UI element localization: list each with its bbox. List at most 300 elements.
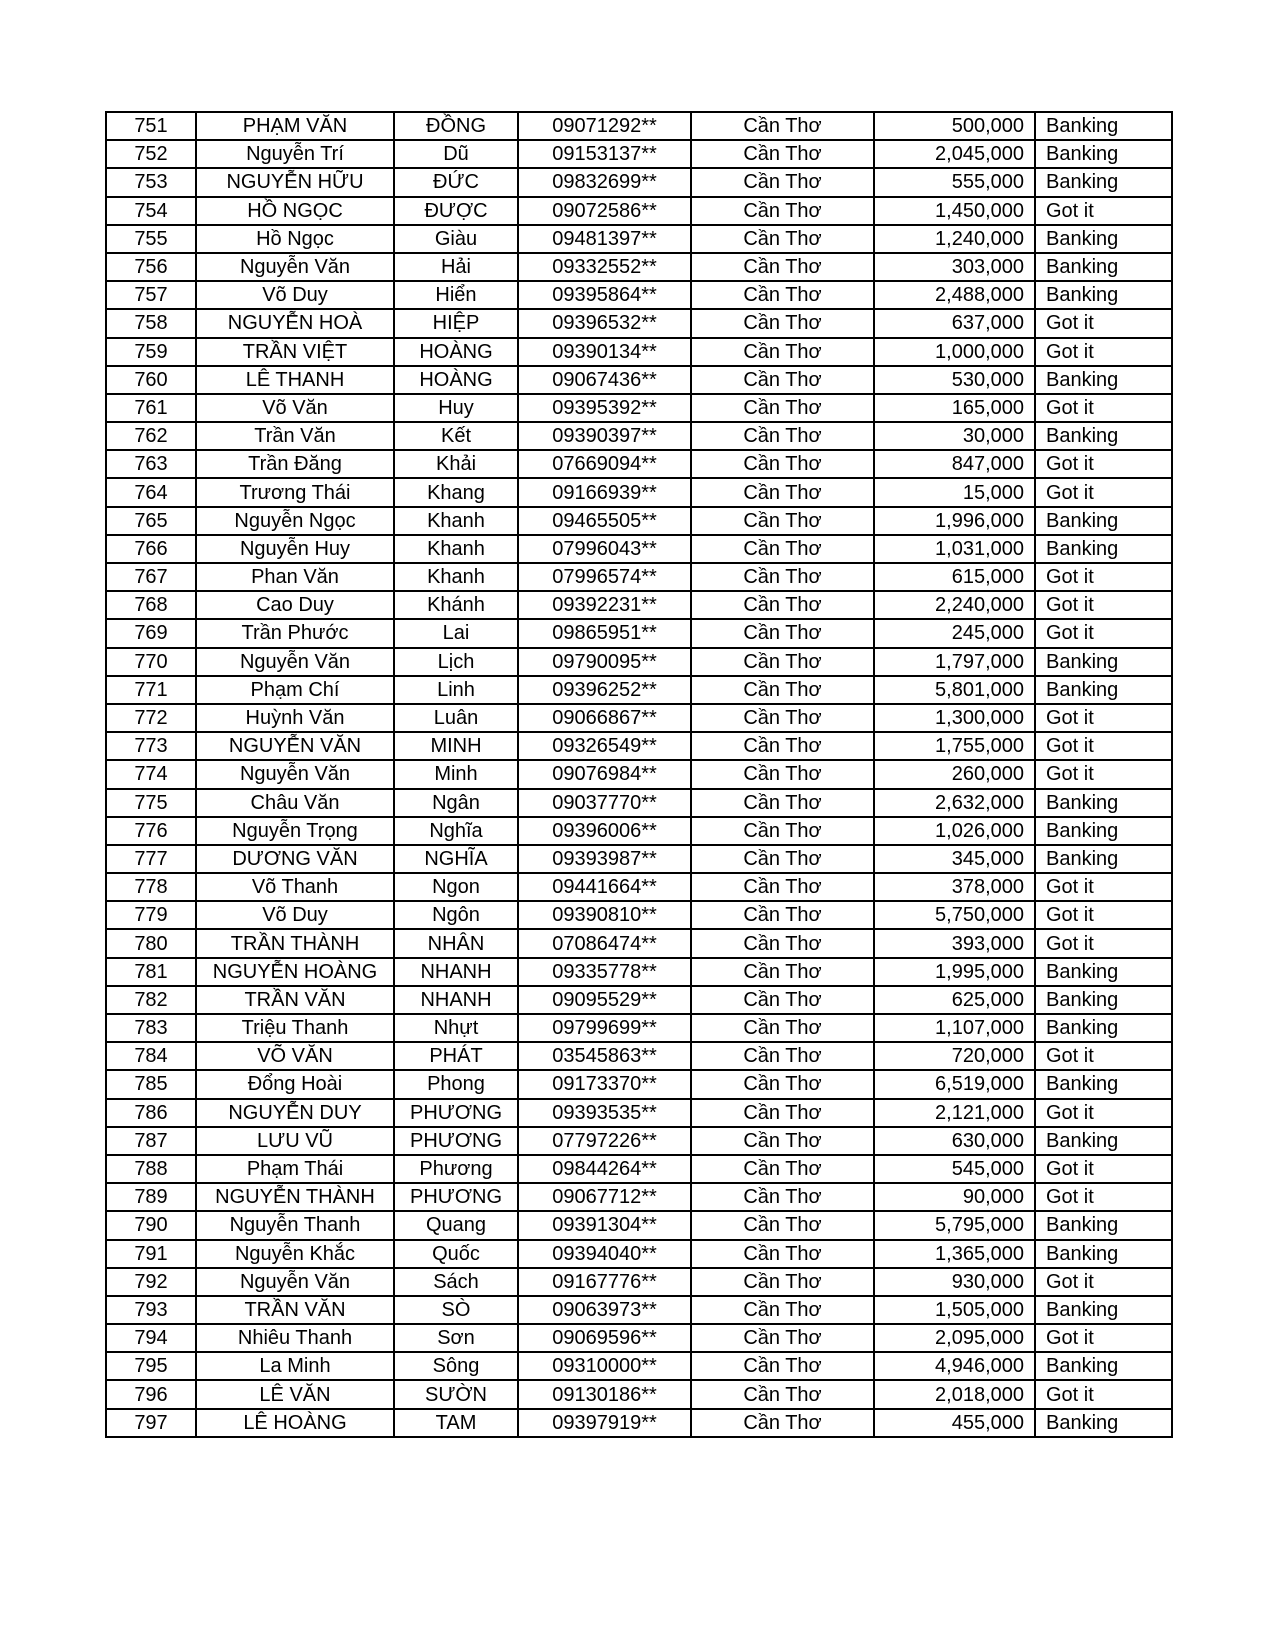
phone-number-cell: 09153137** <box>518 140 691 168</box>
city-cell: Cần Thơ <box>691 1099 874 1127</box>
phone-number-cell: 07996574** <box>518 563 691 591</box>
last-name-cell: Nhiêu Thanh <box>196 1324 394 1352</box>
city-cell: Cần Thơ <box>691 1042 874 1070</box>
row-number-cell: 785 <box>106 1070 196 1098</box>
payment-method-cell: Got it <box>1035 1155 1172 1183</box>
row-number-cell: 781 <box>106 958 196 986</box>
amount-cell: 303,000 <box>874 253 1035 281</box>
first-name-cell: Quang <box>394 1211 518 1239</box>
table-row <box>106 1042 1172 1070</box>
last-name-cell: Phạm Thái <box>196 1155 394 1183</box>
amount-cell: 1,107,000 <box>874 1014 1035 1042</box>
first-name-cell: Khanh <box>394 563 518 591</box>
payment-method-cell: Banking <box>1035 648 1172 676</box>
amount-cell: 5,801,000 <box>874 676 1035 704</box>
payment-method-cell: Got it <box>1035 338 1172 366</box>
first-name-cell: PHƯƠNG <box>394 1099 518 1127</box>
phone-number-cell: 09393987** <box>518 845 691 873</box>
phone-number-cell: 09396532** <box>518 309 691 337</box>
city-cell: Cần Thơ <box>691 1352 874 1380</box>
first-name-cell: Huy <box>394 394 518 422</box>
phone-number-cell: 09441664** <box>518 873 691 901</box>
last-name-cell: Nguyễn Huy <box>196 535 394 563</box>
amount-cell: 30,000 <box>874 422 1035 450</box>
payment-method-cell: Banking <box>1035 507 1172 535</box>
last-name-cell: DƯƠNG VĂN <box>196 845 394 873</box>
last-name-cell: Nguyễn Văn <box>196 760 394 788</box>
phone-number-cell: 09076984** <box>518 760 691 788</box>
last-name-cell: Trần Đăng <box>196 450 394 478</box>
phone-number-cell: 09396252** <box>518 676 691 704</box>
first-name-cell: Ngôn <box>394 901 518 929</box>
row-number-cell: 751 <box>106 112 196 140</box>
phone-number-cell: 09790095** <box>518 648 691 676</box>
amount-cell: 4,946,000 <box>874 1352 1035 1380</box>
city-cell: Cần Thơ <box>691 1240 874 1268</box>
phone-number-cell: 09326549** <box>518 732 691 760</box>
last-name-cell: Phan Văn <box>196 563 394 591</box>
table-row <box>106 197 1172 225</box>
payment-method-cell: Got it <box>1035 1380 1172 1408</box>
row-number-cell: 760 <box>106 366 196 394</box>
city-cell: Cần Thơ <box>691 986 874 1014</box>
city-cell: Cần Thơ <box>691 760 874 788</box>
payment-method-cell: Got it <box>1035 450 1172 478</box>
last-name-cell: NGUYỄN HOÀ <box>196 309 394 337</box>
payment-method-cell: Banking <box>1035 1240 1172 1268</box>
table-row <box>106 1409 1172 1437</box>
amount-cell: 1,000,000 <box>874 338 1035 366</box>
row-number-cell: 762 <box>106 422 196 450</box>
phone-number-cell: 09390134** <box>518 338 691 366</box>
payment-method-cell: Got it <box>1035 394 1172 422</box>
city-cell: Cần Thơ <box>691 253 874 281</box>
row-number-cell: 752 <box>106 140 196 168</box>
city-cell: Cần Thơ <box>691 929 874 957</box>
last-name-cell: Nguyễn Văn <box>196 253 394 281</box>
table-row <box>106 1014 1172 1042</box>
amount-cell: 15,000 <box>874 478 1035 506</box>
first-name-cell: TAM <box>394 1409 518 1437</box>
first-name-cell: Ngon <box>394 873 518 901</box>
table-body <box>106 112 1172 1437</box>
amount-cell: 1,240,000 <box>874 225 1035 253</box>
phone-number-cell: 09071292** <box>518 112 691 140</box>
row-number-cell: 777 <box>106 845 196 873</box>
row-number-cell: 754 <box>106 197 196 225</box>
city-cell: Cần Thơ <box>691 619 874 647</box>
city-cell: Cần Thơ <box>691 1014 874 1042</box>
first-name-cell: HOÀNG <box>394 338 518 366</box>
city-cell: Cần Thơ <box>691 1155 874 1183</box>
phone-number-cell: 09130186** <box>518 1380 691 1408</box>
row-number-cell: 795 <box>106 1352 196 1380</box>
row-number-cell: 774 <box>106 760 196 788</box>
phone-number-cell: 09390810** <box>518 901 691 929</box>
amount-cell: 1,026,000 <box>874 817 1035 845</box>
amount-cell: 930,000 <box>874 1268 1035 1296</box>
table-row <box>106 676 1172 704</box>
payment-method-cell: Banking <box>1035 253 1172 281</box>
table-row <box>106 140 1172 168</box>
row-number-cell: 770 <box>106 648 196 676</box>
table-row <box>106 929 1172 957</box>
city-cell: Cần Thơ <box>691 1070 874 1098</box>
row-number-cell: 779 <box>106 901 196 929</box>
last-name-cell: LÊ THANH <box>196 366 394 394</box>
table-row <box>106 873 1172 901</box>
table-row <box>106 760 1172 788</box>
payment-method-cell: Banking <box>1035 789 1172 817</box>
first-name-cell: Hiển <box>394 281 518 309</box>
first-name-cell: Giàu <box>394 225 518 253</box>
table-row <box>106 168 1172 196</box>
phone-number-cell: 09166939** <box>518 478 691 506</box>
first-name-cell: Minh <box>394 760 518 788</box>
city-cell: Cần Thơ <box>691 450 874 478</box>
table-row <box>106 1240 1172 1268</box>
row-number-cell: 767 <box>106 563 196 591</box>
row-number-cell: 794 <box>106 1324 196 1352</box>
table-row <box>106 817 1172 845</box>
phone-number-cell: 09335778** <box>518 958 691 986</box>
city-cell: Cần Thơ <box>691 225 874 253</box>
table-row <box>106 422 1172 450</box>
phone-number-cell: 09173370** <box>518 1070 691 1098</box>
table-row <box>106 704 1172 732</box>
amount-cell: 1,755,000 <box>874 732 1035 760</box>
last-name-cell: NGUYỄN THÀNH <box>196 1183 394 1211</box>
payment-method-cell: Got it <box>1035 704 1172 732</box>
amount-cell: 637,000 <box>874 309 1035 337</box>
last-name-cell: La Minh <box>196 1352 394 1380</box>
table-row <box>106 1296 1172 1324</box>
amount-cell: 1,365,000 <box>874 1240 1035 1268</box>
last-name-cell: Phạm Chí <box>196 676 394 704</box>
first-name-cell: Phong <box>394 1070 518 1098</box>
amount-cell: 625,000 <box>874 986 1035 1014</box>
row-number-cell: 761 <box>106 394 196 422</box>
city-cell: Cần Thơ <box>691 338 874 366</box>
phone-number-cell: 07797226** <box>518 1127 691 1155</box>
first-name-cell: Nghĩa <box>394 817 518 845</box>
city-cell: Cần Thơ <box>691 507 874 535</box>
payment-method-cell: Got it <box>1035 873 1172 901</box>
last-name-cell: LƯU VŨ <box>196 1127 394 1155</box>
last-name-cell: Trần Phước <box>196 619 394 647</box>
phone-number-cell: 07996043** <box>518 535 691 563</box>
phone-number-cell: 09844264** <box>518 1155 691 1183</box>
phone-number-cell: 09865951** <box>518 619 691 647</box>
first-name-cell: PHƯƠNG <box>394 1127 518 1155</box>
payment-method-cell: Got it <box>1035 478 1172 506</box>
amount-cell: 2,632,000 <box>874 789 1035 817</box>
row-number-cell: 778 <box>106 873 196 901</box>
first-name-cell: Khải <box>394 450 518 478</box>
first-name-cell: NHÂN <box>394 929 518 957</box>
city-cell: Cần Thơ <box>691 676 874 704</box>
amount-cell: 2,240,000 <box>874 591 1035 619</box>
city-cell: Cần Thơ <box>691 1409 874 1437</box>
phone-number-cell: 07669094** <box>518 450 691 478</box>
amount-cell: 2,488,000 <box>874 281 1035 309</box>
row-number-cell: 773 <box>106 732 196 760</box>
city-cell: Cần Thơ <box>691 1127 874 1155</box>
first-name-cell: MINH <box>394 732 518 760</box>
amount-cell: 165,000 <box>874 394 1035 422</box>
table-row <box>106 1324 1172 1352</box>
table-row <box>106 1070 1172 1098</box>
amount-cell: 345,000 <box>874 845 1035 873</box>
amount-cell: 555,000 <box>874 168 1035 196</box>
phone-number-cell: 09069596** <box>518 1324 691 1352</box>
row-number-cell: 764 <box>106 478 196 506</box>
payment-method-cell: Banking <box>1035 986 1172 1014</box>
first-name-cell: SÒ <box>394 1296 518 1324</box>
table-row <box>106 535 1172 563</box>
payment-method-cell: Banking <box>1035 845 1172 873</box>
phone-number-cell: 09167776** <box>518 1268 691 1296</box>
payment-method-cell: Banking <box>1035 958 1172 986</box>
amount-cell: 2,018,000 <box>874 1380 1035 1408</box>
row-number-cell: 782 <box>106 986 196 1014</box>
last-name-cell: Đổng Hoài <box>196 1070 394 1098</box>
payment-method-cell: Got it <box>1035 929 1172 957</box>
phone-number-cell: 09067712** <box>518 1183 691 1211</box>
phone-number-cell: 07086474** <box>518 929 691 957</box>
last-name-cell: NGUYỄN DUY <box>196 1099 394 1127</box>
city-cell: Cần Thơ <box>691 817 874 845</box>
amount-cell: 720,000 <box>874 1042 1035 1070</box>
amount-cell: 1,450,000 <box>874 197 1035 225</box>
table-row <box>106 1211 1172 1239</box>
first-name-cell: Lai <box>394 619 518 647</box>
last-name-cell: Huỳnh Văn <box>196 704 394 732</box>
table-row <box>106 281 1172 309</box>
amount-cell: 545,000 <box>874 1155 1035 1183</box>
first-name-cell: HOÀNG <box>394 366 518 394</box>
first-name-cell: Khánh <box>394 591 518 619</box>
first-name-cell: Sông <box>394 1352 518 1380</box>
row-number-cell: 753 <box>106 168 196 196</box>
amount-cell: 1,505,000 <box>874 1296 1035 1324</box>
payment-method-cell: Got it <box>1035 1099 1172 1127</box>
last-name-cell: NGUYỄN HỮU <box>196 168 394 196</box>
amount-cell: 2,121,000 <box>874 1099 1035 1127</box>
city-cell: Cần Thơ <box>691 168 874 196</box>
row-number-cell: 780 <box>106 929 196 957</box>
table-row <box>106 112 1172 140</box>
row-number-cell: 772 <box>106 704 196 732</box>
city-cell: Cần Thơ <box>691 873 874 901</box>
last-name-cell: LÊ HOÀNG <box>196 1409 394 1437</box>
phone-number-cell: 09392231** <box>518 591 691 619</box>
first-name-cell: SƯỜN <box>394 1380 518 1408</box>
last-name-cell: Châu Văn <box>196 789 394 817</box>
payment-method-cell: Got it <box>1035 732 1172 760</box>
amount-cell: 378,000 <box>874 873 1035 901</box>
payment-method-cell: Got it <box>1035 591 1172 619</box>
city-cell: Cần Thơ <box>691 140 874 168</box>
city-cell: Cần Thơ <box>691 958 874 986</box>
amount-cell: 455,000 <box>874 1409 1035 1437</box>
phone-number-cell: 09390397** <box>518 422 691 450</box>
phone-number-cell: 09465505** <box>518 507 691 535</box>
city-cell: Cần Thơ <box>691 366 874 394</box>
city-cell: Cần Thơ <box>691 112 874 140</box>
row-number-cell: 755 <box>106 225 196 253</box>
table-row <box>106 1380 1172 1408</box>
city-cell: Cần Thơ <box>691 394 874 422</box>
table-row <box>106 1352 1172 1380</box>
table-row <box>106 1268 1172 1296</box>
row-number-cell: 756 <box>106 253 196 281</box>
payment-method-cell: Got it <box>1035 197 1172 225</box>
last-name-cell: TRẦN VĂN <box>196 986 394 1014</box>
first-name-cell: ĐƯỢC <box>394 197 518 225</box>
last-name-cell: Võ Thanh <box>196 873 394 901</box>
row-number-cell: 790 <box>106 1211 196 1239</box>
amount-cell: 847,000 <box>874 450 1035 478</box>
amount-cell: 5,795,000 <box>874 1211 1035 1239</box>
amount-cell: 393,000 <box>874 929 1035 957</box>
last-name-cell: HỒ NGỌC <box>196 197 394 225</box>
phone-number-cell: 09832699** <box>518 168 691 196</box>
payment-method-cell: Got it <box>1035 1042 1172 1070</box>
first-name-cell: Khanh <box>394 535 518 563</box>
last-name-cell: Triệu Thanh <box>196 1014 394 1042</box>
row-number-cell: 769 <box>106 619 196 647</box>
row-number-cell: 796 <box>106 1380 196 1408</box>
first-name-cell: ĐỒNG <box>394 112 518 140</box>
row-number-cell: 765 <box>106 507 196 535</box>
row-number-cell: 792 <box>106 1268 196 1296</box>
row-number-cell: 791 <box>106 1240 196 1268</box>
amount-cell: 1,995,000 <box>874 958 1035 986</box>
last-name-cell: TRẦN THÀNH <box>196 929 394 957</box>
phone-number-cell: 09095529** <box>518 986 691 1014</box>
row-number-cell: 758 <box>106 309 196 337</box>
last-name-cell: TRẦN VĂN <box>196 1296 394 1324</box>
amount-cell: 615,000 <box>874 563 1035 591</box>
last-name-cell: Nguyễn Văn <box>196 648 394 676</box>
city-cell: Cần Thơ <box>691 1324 874 1352</box>
table-row <box>106 338 1172 366</box>
phone-number-cell: 09393535** <box>518 1099 691 1127</box>
payment-method-cell: Got it <box>1035 1183 1172 1211</box>
table-row <box>106 619 1172 647</box>
last-name-cell: Võ Duy <box>196 281 394 309</box>
last-name-cell: Trương Thái <box>196 478 394 506</box>
first-name-cell: Lịch <box>394 648 518 676</box>
city-cell: Cần Thơ <box>691 704 874 732</box>
payment-method-cell: Banking <box>1035 1127 1172 1155</box>
city-cell: Cần Thơ <box>691 563 874 591</box>
amount-cell: 90,000 <box>874 1183 1035 1211</box>
payment-method-cell: Banking <box>1035 1409 1172 1437</box>
table-row <box>106 478 1172 506</box>
payment-method-cell: Banking <box>1035 112 1172 140</box>
amount-cell: 245,000 <box>874 619 1035 647</box>
row-number-cell: 759 <box>106 338 196 366</box>
payment-method-cell: Banking <box>1035 1070 1172 1098</box>
first-name-cell: Dũ <box>394 140 518 168</box>
city-cell: Cần Thơ <box>691 281 874 309</box>
first-name-cell: NHANH <box>394 986 518 1014</box>
city-cell: Cần Thơ <box>691 789 874 817</box>
last-name-cell: Nguyễn Ngọc <box>196 507 394 535</box>
amount-cell: 260,000 <box>874 760 1035 788</box>
amount-cell: 2,095,000 <box>874 1324 1035 1352</box>
phone-number-cell: 03545863** <box>518 1042 691 1070</box>
table-row <box>106 507 1172 535</box>
table-row <box>106 1155 1172 1183</box>
row-number-cell: 768 <box>106 591 196 619</box>
city-cell: Cần Thơ <box>691 732 874 760</box>
first-name-cell: Sách <box>394 1268 518 1296</box>
city-cell: Cần Thơ <box>691 648 874 676</box>
phone-number-cell: 09394040** <box>518 1240 691 1268</box>
phone-number-cell: 09066867** <box>518 704 691 732</box>
row-number-cell: 783 <box>106 1014 196 1042</box>
city-cell: Cần Thơ <box>691 1268 874 1296</box>
last-name-cell: Nguyễn Khắc <box>196 1240 394 1268</box>
payment-method-cell: Banking <box>1035 140 1172 168</box>
city-cell: Cần Thơ <box>691 1211 874 1239</box>
city-cell: Cần Thơ <box>691 1296 874 1324</box>
phone-number-cell: 09395864** <box>518 281 691 309</box>
first-name-cell: Phương <box>394 1155 518 1183</box>
table-row <box>106 1099 1172 1127</box>
last-name-cell: TRẦN VIỆT <box>196 338 394 366</box>
payment-method-cell: Banking <box>1035 168 1172 196</box>
amount-cell: 1,996,000 <box>874 507 1035 535</box>
last-name-cell: PHẠM VĂN <box>196 112 394 140</box>
last-name-cell: Cao Duy <box>196 591 394 619</box>
table-row <box>106 986 1172 1014</box>
payment-method-cell: Banking <box>1035 281 1172 309</box>
table-row <box>106 1127 1172 1155</box>
last-name-cell: Nguyễn Trọng <box>196 817 394 845</box>
last-name-cell: NGUYỄN VĂN <box>196 732 394 760</box>
phone-number-cell: 09067436** <box>518 366 691 394</box>
amount-cell: 630,000 <box>874 1127 1035 1155</box>
city-cell: Cần Thơ <box>691 1183 874 1211</box>
table-row <box>106 366 1172 394</box>
payment-method-cell: Banking <box>1035 225 1172 253</box>
first-name-cell: Linh <box>394 676 518 704</box>
payment-method-cell: Banking <box>1035 1352 1172 1380</box>
payment-method-cell: Got it <box>1035 760 1172 788</box>
city-cell: Cần Thơ <box>691 422 874 450</box>
row-number-cell: 775 <box>106 789 196 817</box>
phone-number-cell: 09332552** <box>518 253 691 281</box>
table-row <box>106 845 1172 873</box>
city-cell: Cần Thơ <box>691 309 874 337</box>
payment-method-cell: Got it <box>1035 901 1172 929</box>
table-row <box>106 253 1172 281</box>
first-name-cell: NHANH <box>394 958 518 986</box>
first-name-cell: Kết <box>394 422 518 450</box>
city-cell: Cần Thơ <box>691 535 874 563</box>
table-row <box>106 901 1172 929</box>
row-number-cell: 789 <box>106 1183 196 1211</box>
last-name-cell: Võ Văn <box>196 394 394 422</box>
amount-cell: 1,797,000 <box>874 648 1035 676</box>
payment-method-cell: Got it <box>1035 1324 1172 1352</box>
phone-number-cell: 09799699** <box>518 1014 691 1042</box>
row-number-cell: 763 <box>106 450 196 478</box>
